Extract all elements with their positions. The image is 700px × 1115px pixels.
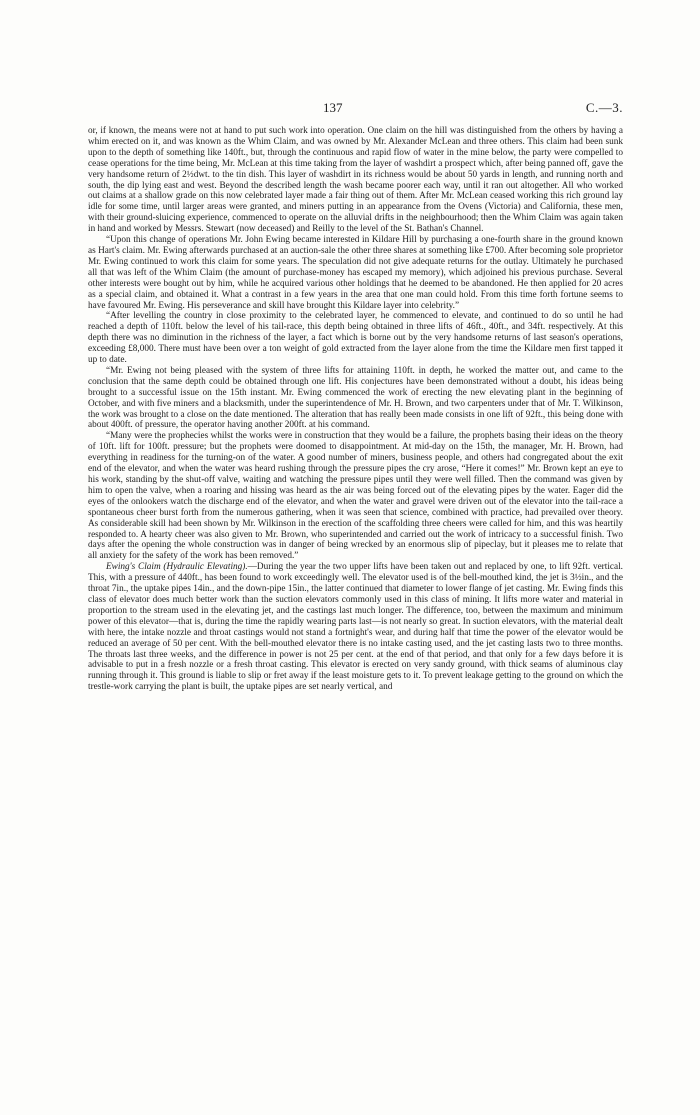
paragraph-prophecies: “Many were the prophecies whilst the works were in construction that they would be a failure, the prophets basing their ideas on the theory of 10ft. lift for 100ft. pressure; but the prophets were doomed to disappointment. At mid-day on the 15th, the manager, Mr. H. Brown, had everything in readiness for the turning-on of the water. A good number of miners, business people, and others had congregated about the exit end of the elevator, and when the water was heard rushing through the pressure pipes the cry arose, “Here it comes!” Mr. Brown kept an eye to his work, standing by the shut-off valve, waiting and watching the pressure pipes until they were well filled. Then the command was given by him to open the valve, when a roaring and hissing was heard as the air was being forced out of the elevating pipes by the water. Eager did the eyes of the onlookers watch the discharge end of the elevator, and when the water and gravel were driven out of the elevator into the tail-race a spontaneous cheer burst forth from the numerous gathering, when it was seen that science, combined with practice, had prevailed over theory. As considerable skill had been shown by Mr. Wilkinson in the erection of the scaffolding three cheers were called for him, and this was heartily responded to. A hearty cheer was also given to Mr. Brown, who superintended and carried out the work of intricacy to a successful finish. Two days after the opening the whole construction was in danger of being wrecked by an enormous slip of pipeclay, but it pleases me to relate that all anxiety for the safety of the work has been removed.” xyxy=(88,431,623,562)
document-reference: C.—3. xyxy=(585,100,623,115)
page-number: 137 xyxy=(323,100,343,115)
paragraph-whim-claim: or, if known, the means were not at hand to put such work into operation. One claim on the hill was distinguished from the others by having a whim erected on it, and was known as the Whim Claim, and was owned by Mr. Alexander McLean and three others. This claim had been sunk upon to the depth of something like 140ft., but, through the continuous and rapid flow of water in the mine below, the party were compelled to cease operations for the time being, Mr. McLean at this time taking from the layer of washdirt a prospect which, after being panned off, gave the very handsome return of 2½dwt. to the tin dish. This layer of washdirt in its richness would be about 50 yards in length, and running north and south, the dip lying east and west. Beyond the described length the wash became poorer each way, until it ran out altogether. All who worked out claims at a shallow grade on this now celebrated layer made a fair thing out of them. After Mr. McLean ceased working this rich ground lay idle for some time, until larger areas were granted, and miners putting in an appearance from the Ovens (Victoria) and California, these men, with their ground-sluicing experience, commenced to operate on the alluvial drifts in the neighbourhood; then the Whim Claim was again taken in hand and worked by Messrs. Stewart (now deceased) and Reilly to the level of the St. Bathan's Channel. xyxy=(88,126,623,235)
section-title-ewings-claim: Ewing's Claim (Hydraulic Elevating). xyxy=(106,562,248,573)
paragraph-one-lift: “Mr. Ewing not being pleased with the system of three lifts for attaining 110ft. in depth, he worked the matter out, and came to the conclusion that the same depth could be obtained through one lift. His conjectures have been demonstrated without a doubt, his ideas being brought to a successful issue on the 15th instant. Mr. Ewing commenced the work of erecting the new elevating plant in the beginning of October, and with five miners and a blacksmith, under the superintendence of Mr. H. Brown, and two carpenters under that of Mr. T. Wilkinson, the work was brought to a close on the date mentioned. The alteration that has really been made consists in one lift of 92ft., this being done with about 400ft. of pressure, the operator having another 200ft. at his command. xyxy=(88,365,623,431)
paragraph-levelling: “After levelling the country in close proximity to the celebrated layer, he commenced to elevate, and continued to do so until he had reached a depth of 110ft. below the level of his tail-race, this depth being obtained in three lifts of 46ft., 40ft., and 34ft. respectively. At this depth there was no diminution in the richness of the layer, a fact which is borne out by the very handsome returns of last season's operations, exceeding £8,000. There must have been over a ton weight of gold extracted from the layer alone from the time the Kildare men first tapped it up to date. xyxy=(88,311,623,366)
paragraph-john-ewing: “Upon this change of operations Mr. John Ewing became interested in Kildare Hill by purchasing a one-fourth share in the ground known as Hart's claim. Mr. Ewing afterwards purchased at an auction-sale the other three shares at something like £700. After becoming sole proprietor Mr. Ewing continued to work this claim for some years. The speculation did not give adequate returns for the outlay. Ultimately he purchased all that was left of the Whim Claim (the amount of purchase-money has escaped my memory), which adjoined his previous purchase. Several other interests were bought out by him, while he acquired various other holdings that he deemed to be abandoned. He then applied for 20 acres as a special claim, and obtained it. What a contrast in a few years in the area that one man could hold. From this time forth fortune seems to have favoured Mr. Ewing. His perseverance and skill have brought this Kildare layer into celebrity.” xyxy=(88,235,623,311)
page-header xyxy=(88,100,623,118)
body-text xyxy=(88,126,623,693)
paragraph-ewings-claim xyxy=(88,562,623,693)
paragraph-ewings-claim-text: —During the year the two upper lifts have been taken out and replaced by one, to lift 92ft. vertical. This, with a pressure of 440ft., has been found to work exceedingly well. The elevator used is of the bell-mouthed kind, the jet is 3½in., and the throat 7in., the uptake pipes 14in., and the down-pipe 15in., the latter continued that diameter to lower flange of jet casting. Mr. Ewing finds this class of elevator does much better work than the suction elevators commonly used in this class of mining. It lifts more water and material in proportion to the stream used in the elevating jet, and the castings last much longer. The difference, too, between the maximum and minimum power of this elevator—that is, during the time the rapidly wearing parts last—is not nearly so great. In suction elevators, with the material dealt with here, the intake nozzle and throat castings would not stand a fortnight's wear, and during half that time the power of the elevator would be reduced an average of 50 per cent. With the bell-mouthed elevator there is no intake casting used, and the jet casting lasts two to three months. The throats last three weeks, and the difference in power is not 25 per cent. at the end of that period, and that only for a few days before it is advisable to put in a fresh nozzle or a fresh throat casting. This elevator is erected on very sandy ground, with thick seams of aluminous clay running through it. This ground is liable to slip or fret away if the least moisture gets to it. To prevent leakage getting to the ground on which the trestle-work carrying the plant is built, the uptake pipes are set nearly vertical, and xyxy=(88,562,623,693)
